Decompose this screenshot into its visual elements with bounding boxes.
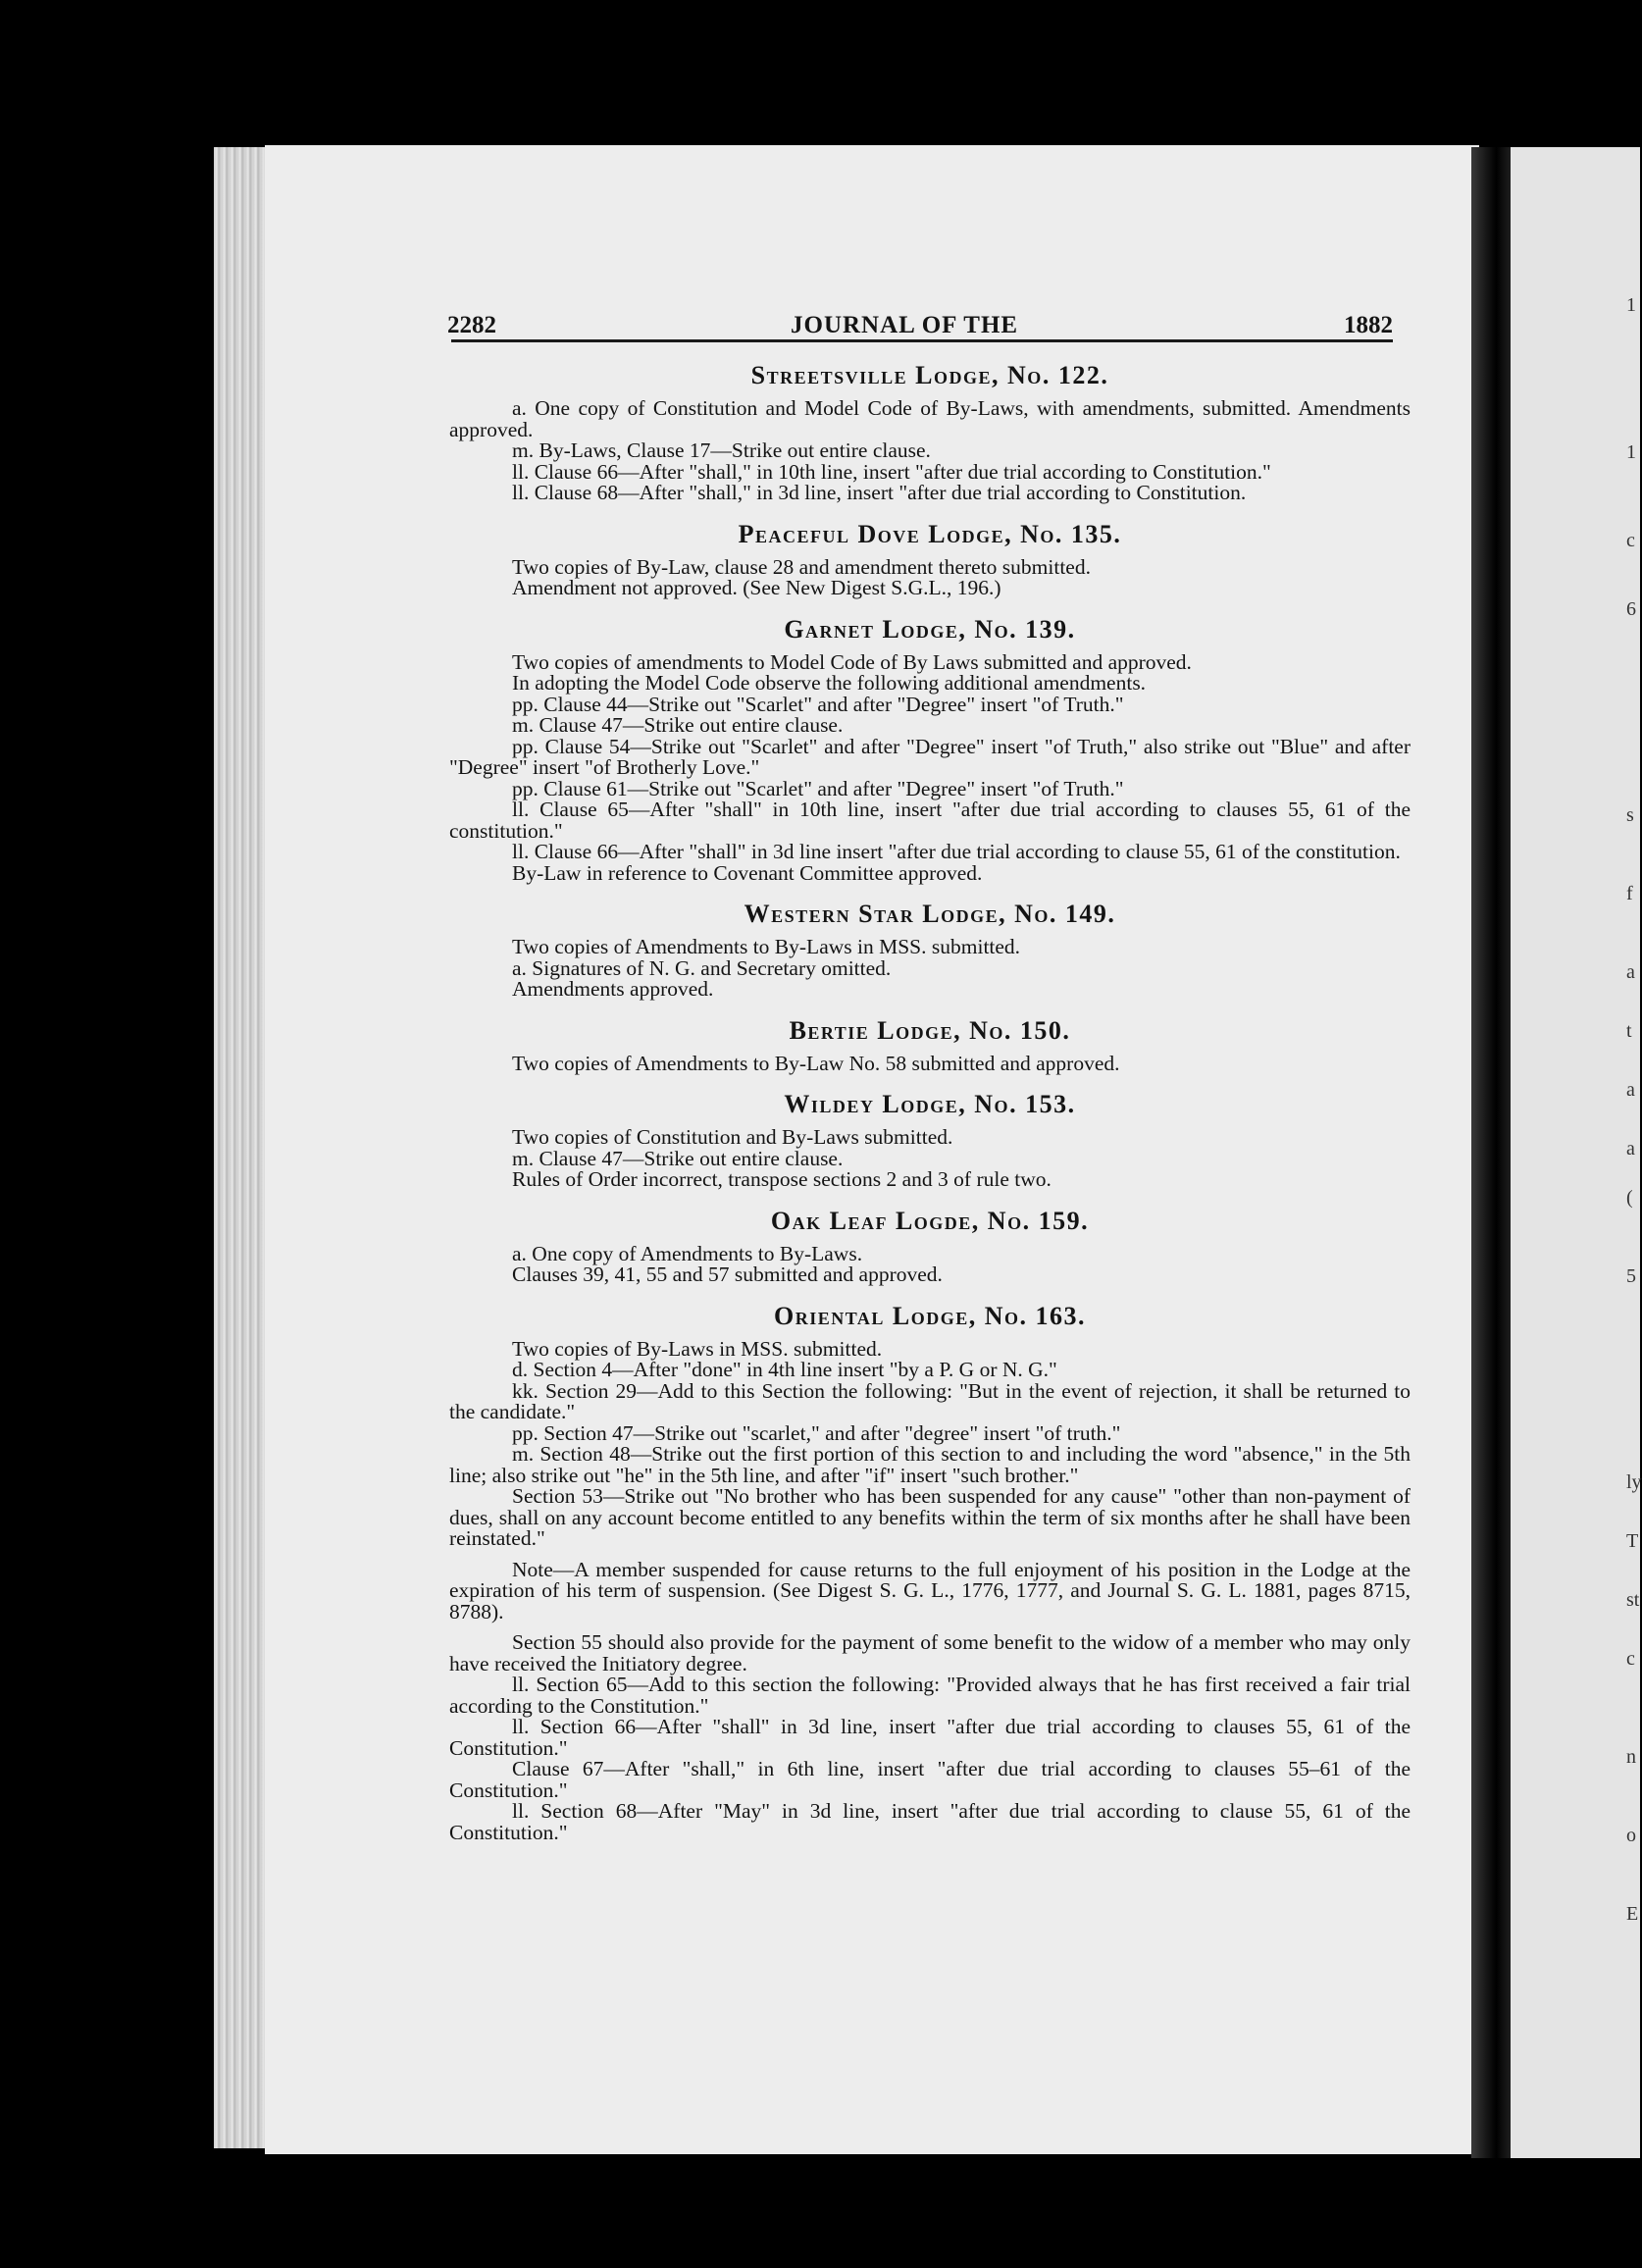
header-rule [451,339,1393,342]
entry-paragraph: Two copies of Amendments to By-Law No. 58 submitted and approved. [512,1051,1120,1075]
entry-paragraph: kk. Section 29—Add to this Section the following: "But in the event of rejection, it shall be returned to the candidate." [449,1378,1411,1423]
lodge-heading: Oriental Lodge, No. 163. [773,1301,1087,1330]
lodge-heading: Streetsville Lodge, No. 122. [750,361,1109,389]
entry-paragraph: pp. Clause 44—Strike out "Scarlet" and after "Degree" insert "of Truth." [512,692,1124,716]
entry-paragraph: Amendments approved. [512,977,714,1001]
page-edge-stack [214,147,273,2148]
entry-paragraph: m. By-Laws, Clause 17—Strike out entire clause. [512,438,931,462]
entry-paragraph: ll. Clause 66—After "shall," in 10th line, insert "after due trial according to Constitution." [512,459,1271,484]
book-gutter [1471,147,1513,2158]
adjacent-page-fragment: f [1626,883,1633,904]
lodge-heading: Garnet Lodge, No. 139. [784,614,1076,644]
lodge-section [449,1206,1411,1286]
entry-paragraph: a. One copy of Amendments to By-Laws. [512,1241,863,1265]
adjacent-page-fragment: 6 [1626,598,1636,620]
adjacent-page-fragment: 1 [1626,441,1636,463]
adjacent-page-fragment: E [1626,1903,1639,1925]
adjacent-page-fragment: a [1626,1138,1635,1160]
entry-paragraph: ll. Section 65—Add to this section the following: "Provided always that he has first received a fair trial according to the Constitution." [449,1673,1411,1718]
adjacent-page-fragment: ly [1626,1471,1642,1493]
lodge-section [449,1092,1411,1191]
lodge-section [449,1015,1411,1075]
entry-paragraph: a. Signatures of N. G. and Secretary omitted. [512,955,892,980]
entry-paragraph: In adopting the Model Code observe the following additional amendments. [512,671,1147,695]
adjacent-page-fragment: c [1626,1648,1635,1670]
entry-paragraph: Clause 67—After "shall," in 6th line, insert "after due trial according to clauses 55–61 of the Constitution." [449,1757,1411,1802]
entry-paragraph: By-Law in reference to Covenant Committee approved. [512,860,983,885]
entry-paragraph: Rules of Order incorrect, transpose sections 2 and 3 of rule two. [512,1167,1052,1191]
entry-paragraph: Amendment not approved. (See New Digest S.G.L., 196.) [512,576,1001,599]
entry-paragraph: ll. Clause 66—After "shall" in 3d line insert "after due trial according to clause 55, 61 of the constitution. [512,840,1401,863]
adjacent-page-fragment: s [1626,804,1634,826]
lodge-heading: Western Star Lodge, No. 149. [744,900,1116,928]
entry-paragraph: Two copies of By-Laws in MSS. submitted. [512,1336,883,1361]
entry-paragraph: ll. Section 68—After "May" in 3d line, insert "after due trial according to clause 55, 61 of the Constitution." [449,1799,1411,1844]
entry-paragraph: m. Clause 47—Strike out entire clause. [512,713,844,737]
entry-paragraph: ll. Clause 65—After "shall" in 10th line, insert "after due trial according to clauses 55, 61 of the constitution." [449,798,1411,843]
adjacent-page-fragment: st [1626,1589,1640,1611]
entry-paragraph: pp. Clause 61—Strike out "Scarlet" and after "Degree" insert "of Truth." [512,776,1124,800]
adjacent-page-fragment: o [1626,1825,1636,1846]
adjacent-page-fragment: a [1626,961,1635,983]
entry-paragraph: Two copies of Constitution and By-Laws submitted. [512,1125,953,1149]
entry-paragraph: pp. Clause 54—Strike out "Scarlet" and after "Degree" insert "of Truth," also strike out "Blue" and after "Degree" insert "of Brotherly Love." [449,734,1411,779]
lodge-heading: Wildey Lodge, No. 153. [784,1090,1076,1118]
adjacent-page-fragment: 1 [1626,294,1636,316]
adjacent-page-fragment: c [1626,530,1635,551]
lodge-heading: Bertie Lodge, No. 150. [789,1015,1071,1045]
entry-paragraph: Two copies of amendments to Model Code of By Laws submitted and approved. [512,649,1192,674]
entry-paragraph: m. Section 48—Strike out the first portion of this section to and including the word "absence," in the 5th line; also strike out "he" in the 5th line, and after "if" insert "such brother." [449,1442,1411,1487]
adjacent-page [1511,147,1640,2158]
adjacent-page-fragment: T [1626,1530,1639,1552]
adjacent-page-fragment: a [1626,1079,1635,1101]
entry-paragraph: Clauses 39, 41, 55 and 57 submitted and approved. [512,1263,943,1286]
page-body [449,363,1411,1861]
header-year: 1882 [1344,312,1393,338]
entry-paragraph: Section 55 should also provide for the payment of some benefit to the widow of a member who may only have received the Initiatory degree. [449,1630,1411,1675]
entry-paragraph: a. One copy of Constitution and Model Code of By-Laws, with amendments, submitted. Amendments approved. [449,396,1411,441]
lodge-heading: Oak Leaf Logde, No. 159. [770,1206,1090,1235]
lodge-section [449,1301,1411,1844]
entry-paragraph: ll. Section 66—After "shall" in 3d line, insert "after due trial according to clauses 55, 61 of the Constitution." [449,1715,1411,1760]
entry-paragraph: pp. Section 47—Strike out "scarlet," and after "degree" insert "of truth." [512,1420,1121,1445]
entry-paragraph: Two copies of By-Law, clause 28 and amendment thereto submitted. [512,554,1091,579]
adjacent-page-fragment: t [1626,1020,1632,1042]
entry-paragraph: Two copies of Amendments to By-Laws in MSS. submitted. [512,935,1021,958]
lodge-heading: Peaceful Dove Lodge, No. 135. [738,519,1122,548]
lodge-section [449,363,1411,504]
entry-paragraph: d. Section 4—After "done" in 4th line insert "by a P. G or N. G." [512,1358,1057,1381]
adjacent-page-fragment: n [1626,1746,1636,1768]
entry-paragraph: Section 53—Strike out "No brother who has been suspended for any cause" "other than non-payment of dues, shall on any account become entitled to any benefits within the term of six months after he shall have been reinstated." [449,1484,1411,1550]
entry-paragraph: Note—A member suspended for cause returns to the full enjoyment of his position in the Lodge at the expiration of his term of suspension. (See Digest S. G. L., 1776, 1777, and Journal S. G. L. 1881, pages 8715, 8788). [449,1557,1411,1624]
lodge-section [449,902,1411,1001]
page-number: 2282 [447,312,496,338]
entry-paragraph: m. Clause 47—Strike out entire clause. [512,1146,844,1170]
entry-paragraph: ll. Clause 68—After "shall," in 3d line, insert "after due trial according to Constitution. [512,481,1247,504]
running-title: JOURNAL OF THE [791,312,1019,338]
adjacent-page-fragment: 5 [1626,1265,1636,1287]
adjacent-page-fragment: ( [1626,1187,1633,1209]
lodge-section [449,519,1411,599]
lodge-section [449,614,1411,885]
